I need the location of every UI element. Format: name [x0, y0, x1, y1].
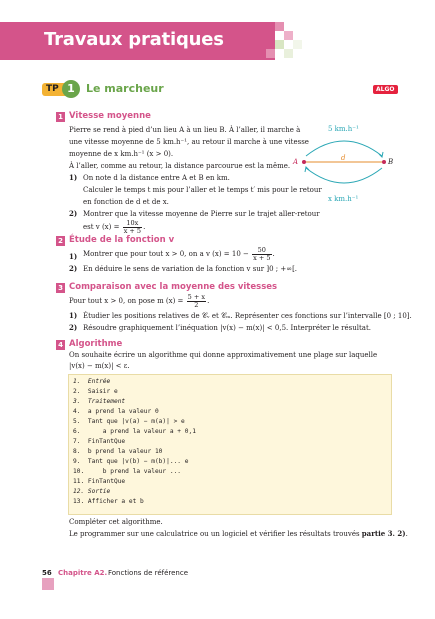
chapter-subject: Fonctions de référence	[108, 569, 189, 577]
paragraph-line: |v(x) − m(x)| < ε.	[69, 362, 130, 370]
formula-text: est v (x) =	[83, 223, 120, 231]
algorithm-line: 8. b prend la valeur 10	[73, 448, 163, 455]
algorithm-line: 13. Afficher a et b	[73, 498, 144, 505]
fraction-denominator: x + 5	[253, 253, 271, 262]
question-text: Calculer le temps t mis pour l’aller et le temps t′ mis pour le retour	[83, 186, 322, 194]
point-a-label: A	[293, 158, 299, 166]
algorithm-line: 10. b prend la valeur ...	[73, 468, 182, 475]
formula-text: .	[272, 250, 275, 258]
question-number: 2)	[69, 323, 78, 332]
algorithm-line: 5. Tant que |v(a) − m(a)| > e	[73, 418, 185, 425]
question-text: Résoudre graphiquement l’inéquation |v(x) − m(x)| < 0,5. Interpréter le résultat.	[83, 324, 371, 332]
algorithm-line: 11. FinTantQue	[73, 478, 126, 485]
algorithm-line: 1. Entrée	[73, 378, 111, 385]
algorithm-line: 12. Sortie	[73, 488, 111, 495]
question-text: Étudier les positions relatives de 𝒞ᵥ et 𝒞ₘ. Représenter ces fonctions sur l’intervalle [0 ; 10].	[83, 312, 412, 320]
fraction-denominator: 2	[194, 300, 199, 309]
question-text: On note d la distance entre A et B en km.	[83, 174, 230, 182]
footer-square	[42, 578, 54, 590]
question-number: 1)	[69, 173, 78, 182]
deco-square	[293, 40, 302, 49]
question-number: 2)	[69, 209, 78, 218]
section-number: 2	[56, 236, 65, 246]
chapter-label: Chapitre A2.	[58, 569, 108, 577]
algorithm-line: 2. Saisir e	[73, 388, 118, 395]
arrow-right-icon	[379, 152, 383, 157]
fraction	[252, 247, 271, 262]
paragraph-line: une vitesse moyenne de 5 km.h⁻¹, au retour il marche à une vitesse	[69, 138, 309, 146]
point-a-dot	[302, 160, 306, 164]
distance-label: d	[341, 154, 346, 162]
question-text: Montrer que la vitesse moyenne de Pierre sur le trajet aller-retour	[83, 210, 320, 218]
formula	[69, 293, 209, 309]
paragraph-line: Pierre se rend à pied d’un lieu A à un lieu B. À l’aller, il marche à	[69, 126, 301, 134]
section-title: Comparaison avec la moyenne des vitesses	[69, 282, 278, 292]
fraction	[187, 294, 206, 309]
section-number: 3	[56, 283, 65, 293]
section-title: Étude de la fonction v	[69, 235, 175, 245]
speed-outbound-label: 5 km.h⁻¹	[328, 125, 359, 133]
paragraph-line: On souhaite écrire un algorithme qui donne approximativement une plage sur laquelle	[69, 351, 378, 359]
question-text: En déduire le sens de variation de la fonction v sur ]0 ; +∞[.	[83, 265, 298, 273]
paragraph-line: Compléter cet algorithme.	[69, 518, 163, 526]
tp-tag: TP	[42, 83, 69, 96]
paragraph-text: .	[405, 530, 408, 538]
deco-square	[284, 49, 293, 58]
fraction-numerator: 10x	[123, 220, 142, 228]
deco-square	[284, 31, 293, 40]
algorithm-line: 9. Tant que |v(b) − m(b)|... e	[73, 458, 189, 465]
point-b-dot	[382, 160, 386, 164]
fraction-denominator: x + 5	[123, 226, 142, 235]
tp-title: Le marcheur	[86, 82, 164, 95]
algorithm-line: 7. FinTantQue	[73, 438, 126, 445]
formula-text: Montrer que pour tout x > 0, on a v (x) = 10 −	[83, 250, 249, 258]
algo-badge: ALGO	[373, 85, 398, 94]
section-title: Vitesse moyenne	[69, 111, 151, 121]
deco-square	[266, 49, 275, 58]
question-number: 2)	[69, 264, 78, 273]
arrow-left-icon	[305, 167, 309, 172]
question-text: en fonction de d et de x.	[83, 198, 169, 206]
speed-return-label: x km.h⁻¹	[328, 195, 359, 203]
formula-text: .	[143, 223, 146, 231]
fraction-numerator: 50	[252, 247, 271, 255]
paragraph-text: Le programmer sur une calculatrice ou un logiciel et vérifier les résultats trouvés	[69, 530, 362, 538]
tp-number: 1	[62, 80, 80, 98]
page-title: Travaux pratiques	[44, 29, 224, 50]
algorithm-line: 3. Traitement	[73, 398, 126, 405]
point-b-label: B	[388, 158, 394, 166]
section-number: 4	[56, 340, 65, 350]
deco-square	[275, 22, 284, 31]
page-number: 56	[42, 569, 52, 577]
trip-diagram	[290, 120, 400, 208]
formula	[83, 246, 275, 262]
algorithm-line: 4. a prend la valeur 0	[73, 408, 159, 415]
paragraph-line: moyenne de x km.h⁻¹ (x > 0).	[69, 150, 174, 158]
formula-text: Pour tout x > 0, on pose m (x) =	[69, 297, 184, 305]
algorithm-line: 6. a prend la valeur a + 0,1	[73, 428, 196, 435]
section-number: 1	[56, 112, 65, 122]
section-title: Algorithme	[69, 339, 123, 349]
paragraph-line: À l’aller, comme au retour, la distance parcourue est la même.	[69, 162, 291, 170]
deco-square	[275, 40, 284, 49]
question-number: 1)	[69, 311, 78, 320]
fraction-numerator: 5 + x	[187, 292, 206, 301]
question-number: 1)	[69, 252, 78, 261]
fraction	[123, 220, 142, 235]
return-arc	[306, 168, 382, 183]
formula	[83, 219, 145, 235]
formula-text: .	[207, 297, 210, 305]
paragraph-line	[69, 529, 408, 539]
paragraph-reference: partie 3. 2)	[361, 529, 406, 538]
